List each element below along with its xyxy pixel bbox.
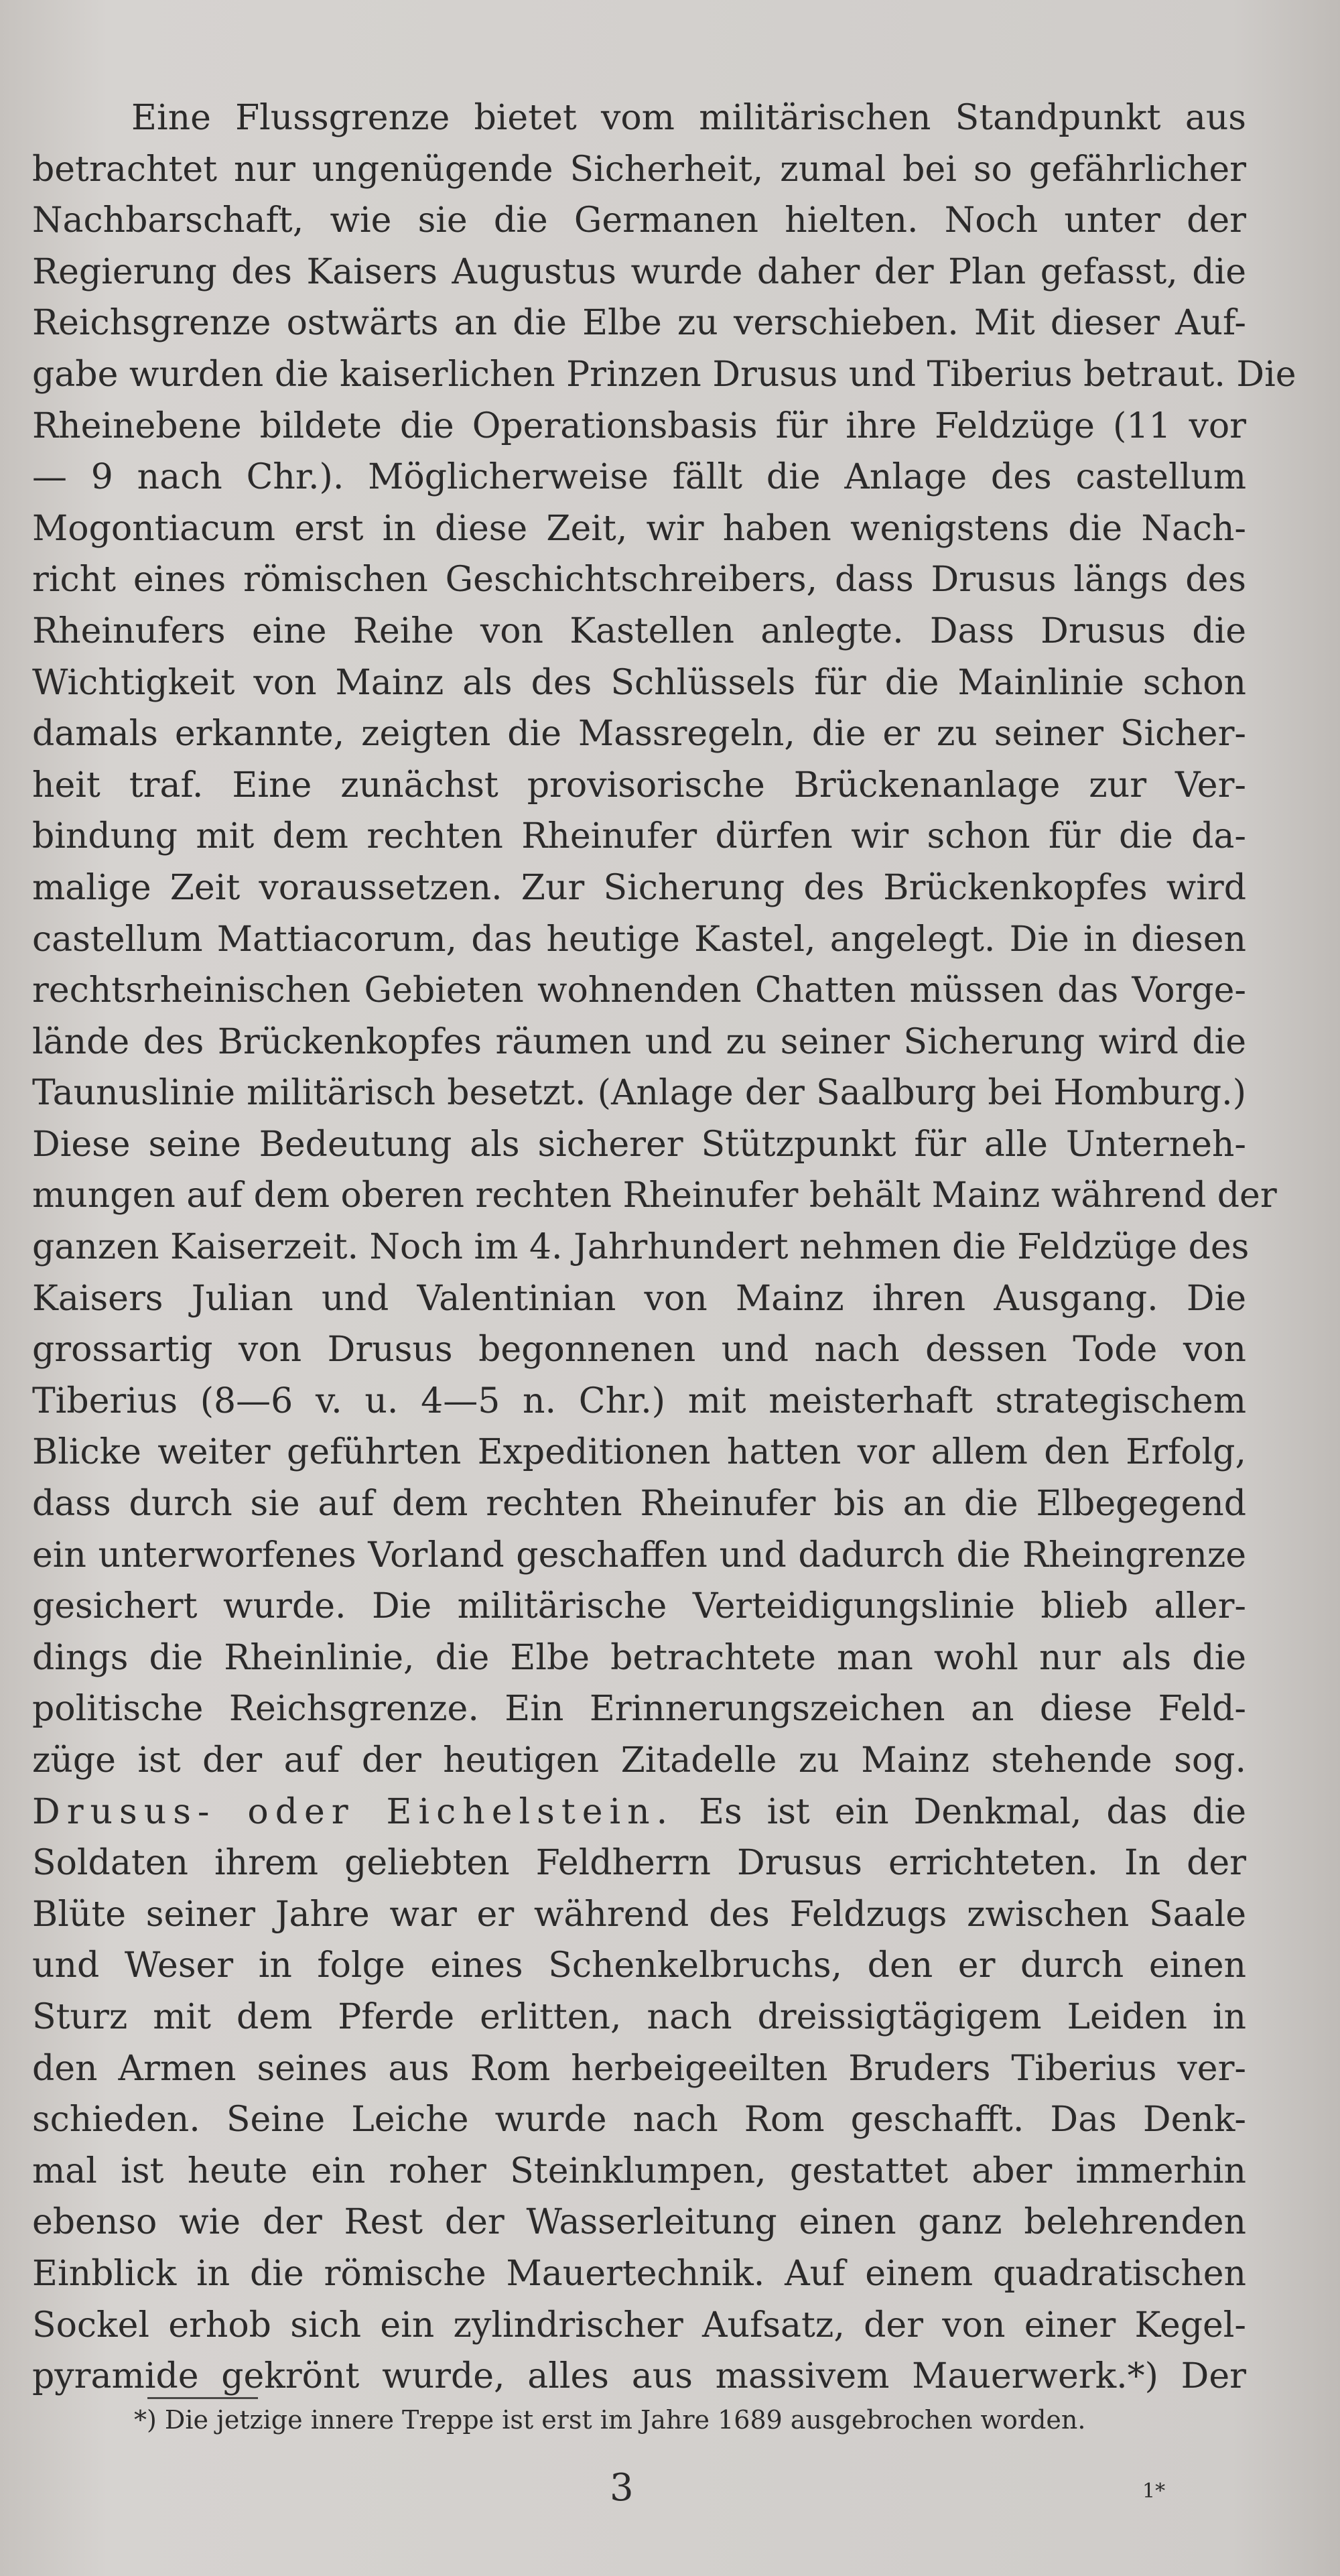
text-line: Rheinufers eine Reihe von Kastellen anlegte. Dass Drusus die	[32, 610, 1246, 651]
text-line: ein unterworfenes Vorland geschaffen und dadurch die Rheingrenze	[32, 1535, 1246, 1575]
text-line: und Weser in folge eines Schenkelbruchs, den er durch einen	[32, 1945, 1246, 1986]
text-line: betrachtet nur ungenügende Sicherheit, zumal bei so gefährlicher	[32, 149, 1246, 190]
footnote-rule	[147, 2397, 258, 2399]
text-line: richt eines römischen Geschichtschreibers, dass Drusus längs des	[32, 560, 1246, 600]
text-line: Diese seine Bedeutung als sicherer Stützpunkt für alle Unterneh-	[32, 1124, 1246, 1165]
text-line: Kaisers Julian und Valentinian von Mainz ihren Ausgang. Die	[32, 1278, 1246, 1319]
text-line: Rheinebene bildete die Operationsbasis für ihre Feldzüge (11 vor	[32, 405, 1246, 446]
text-line: Regierung des Kaisers Augustus wurde daher der Plan gefasst, die	[32, 251, 1246, 292]
text-line: ganzen Kaiserzeit. Noch im 4. Jahrhundert nehmen die Feldzüge des	[32, 1227, 1250, 1268]
text-line: lände des Brückenkopfes räumen und zu seiner Sicherung wird die	[32, 1021, 1246, 1062]
text-line: castellum Mattiacorum, das heutige Kastel, angelegt. Die in diesen	[32, 919, 1246, 960]
text-line: — 9 nach Chr.). Möglicherweise fällt die Anlage des castellum	[32, 457, 1246, 498]
text-line: den Armen seines aus Rom herbeigeeilten Bruders Tiberius ver-	[32, 2048, 1246, 2089]
text-line: Mogontiacum erst in diese Zeit, wir haben wenigstens die Nach-	[32, 508, 1246, 549]
text-line: heit traf. Eine zunächst provisorische Brückenanlage zur Ver-	[32, 765, 1246, 806]
text-line: pyramide gekrönt wurde, alles aus massivem Mauerwerk.*) Der	[32, 2356, 1246, 2397]
text-line: Taunuslinie militärisch besetzt. (Anlage der Saalburg bei Homburg.)	[32, 1073, 1246, 1114]
text-line: bindung mit dem rechten Rheinufer dürfen wir schon für die da-	[32, 816, 1246, 857]
text-line: Tiberius (8—6 v. u. 4—5 n. Chr.) mit meisterhaft strategischem	[32, 1380, 1246, 1421]
text-line: Reichsgrenze ostwärts an die Elbe zu verschieben. Mit dieser Auf-	[32, 303, 1246, 344]
text-line: gabe wurden die kaiserlichen Prinzen Drusus und Tiberius betraut. Die	[32, 354, 1296, 395]
text-line: malige Zeit voraussetzen. Zur Sicherung des Brückenkopfes wird	[32, 867, 1246, 908]
text-line: Wichtigkeit von Mainz als des Schlüssels für die Mainlinie schon	[32, 662, 1246, 703]
text-line: Blicke weiter geführten Expeditionen hatten vor allem den Erfolg,	[32, 1432, 1246, 1473]
text-line: damals erkannte, zeigten die Massregeln, die er zu seiner Sicher-	[32, 714, 1246, 755]
text-line: dass durch sie auf dem rechten Rheinufer bis an die Elbegegend	[32, 1484, 1246, 1525]
text-line: mal ist heute ein roher Steinklumpen, gestattet aber immerhin	[32, 2150, 1246, 2191]
text-line: gesichert wurde. Die militärische Verteidigungslinie blieb aller-	[32, 1586, 1246, 1627]
text-line: Blüte seiner Jahre war er während des Feldzugs zwischen Saale	[32, 1894, 1246, 1935]
footnote: *) Die jetzige innere Treppe ist erst im Jahre 1689 ausgebrochen worden.	[134, 2405, 1086, 2435]
text-line: Einblick in die römische Mauertechnik. Auf einem quadratischen	[32, 2253, 1246, 2294]
text-line: politische Reichsgrenze. Ein Erinnerungszeichen an diese Feld-	[32, 1689, 1246, 1730]
text-line: ebenso wie der Rest der Wasserleitung einen ganz belehrenden	[32, 2202, 1246, 2243]
text-line: Eine Flussgrenze bietet vom militärischen Standpunkt aus	[131, 98, 1246, 138]
text-line	[32, 1787, 1246, 1838]
spaced-emphasis: Drusus- oder Eichelstein.	[32, 1791, 675, 1832]
page-number: 3	[610, 2466, 634, 2510]
spaced-line-rest: Es ist ein Denkmal, das die	[674, 1791, 1246, 1832]
text-line: grossartig von Drusus begonnenen und nach dessen Tode von	[32, 1330, 1246, 1370]
text-line: schieden. Seine Leiche wurde nach Rom geschafft. Das Denk-	[32, 2100, 1246, 2140]
text-line: mungen auf dem oberen rechten Rheinufer behält Mainz während der	[32, 1175, 1277, 1216]
text-line: rechtsrheinischen Gebieten wohnenden Chatten müssen das Vorge-	[32, 970, 1246, 1011]
text-line: Soldaten ihrem geliebten Feldherrn Drusus errichteten. In der	[32, 1843, 1246, 1884]
text-line: züge ist der auf der heutigen Zitadelle zu Mainz stehende sog.	[32, 1740, 1246, 1781]
text-line: Sturz mit dem Pferde erlitten, nach dreissigtägigem Leiden in	[32, 1996, 1246, 2037]
text-line: dings die Rheinlinie, die Elbe betrachtete man wohl nur als die	[32, 1637, 1246, 1678]
body-text	[32, 92, 1296, 2402]
text-line: Nachbarschaft, wie sie die Germanen hielten. Noch unter der	[32, 200, 1246, 241]
text-line: Sockel erhob sich ein zylindrischer Aufsatz, der von einer Kegel-	[32, 2305, 1246, 2345]
signature-mark: 1*	[1142, 2480, 1166, 2503]
